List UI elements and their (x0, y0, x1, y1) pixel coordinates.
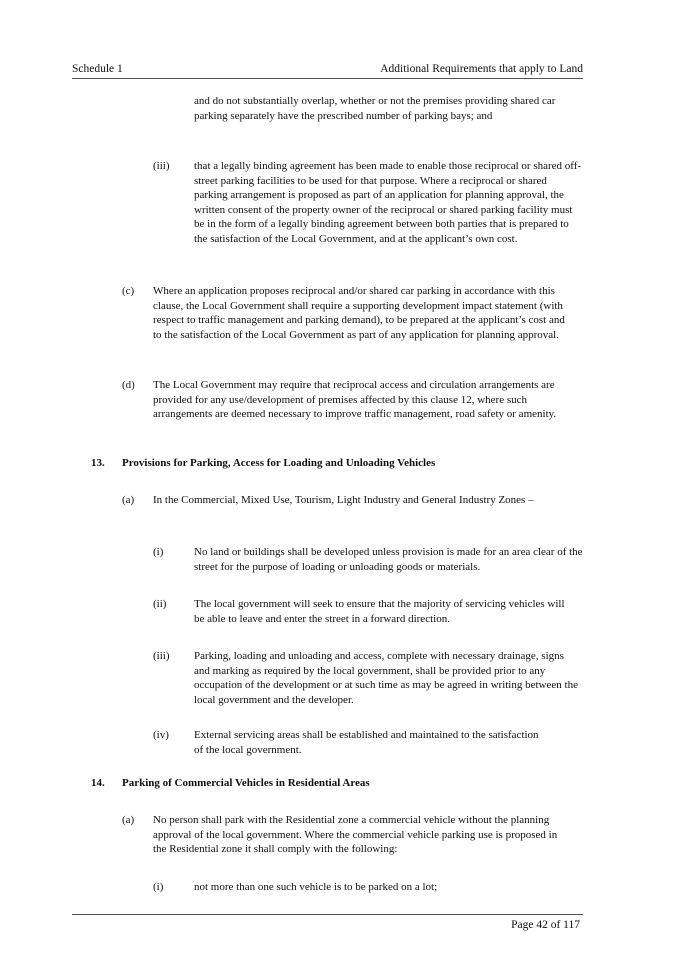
item-d-label: (d) (122, 379, 135, 391)
sec13-iii-text: Parking, loading and unloading and access, complete with necessary drainage, signs and marking as required by the local government, shall be provided prior to any occupation of the development or at such time as may be agreed in writing between the local government and the developer. (194, 650, 578, 706)
sec13-iv-text: External servicing areas shall be established and maintained to the satisfaction of the local government. (194, 729, 539, 756)
sec14-a-label: (a) (122, 814, 135, 826)
section-14-number: 14. (91, 777, 105, 789)
sec14-i-text: not more than one such vehicle is to be parked on a lot; (194, 881, 438, 893)
sec13-iv-label: (iv) (153, 729, 169, 741)
section-14-heading: Parking of Commercial Vehicles in Residential Areas (122, 777, 370, 789)
sec13-iii-label: (iii) (153, 650, 170, 662)
header-title: Additional Requirements that apply to Land (380, 63, 583, 75)
header-schedule: Schedule 1 (72, 63, 123, 75)
sec13-ii-label: (ii) (153, 598, 167, 610)
sec13-i-text: No land or buildings shall be developed unless provision is made for an area clear of the street for the purpose of loading or unloading goods or materials. (194, 546, 583, 573)
sec13-a-text: In the Commercial, Mixed Use, Tourism, Light Industry and General Industry Zones – (153, 494, 534, 506)
sec13-i-label: (i) (153, 546, 164, 558)
section-13-heading: Provisions for Parking, Access for Loading and Unloading Vehicles (122, 457, 436, 469)
sec14-i-label: (i) (153, 881, 164, 893)
sec13-a-label: (a) (122, 494, 135, 506)
item-d-text: The Local Government may require that reciprocal access and circulation arrangements are provided for any use/development of premises affected by this clause 12, where such arrangements are deemed necessary to improve traffic management, road safety or amenity. (153, 379, 557, 420)
header-divider (72, 78, 583, 79)
item-iii-text: that a legally binding agreement has been made to enable those reciprocal or shared off-street parking facilities to be used for that purpose. Where a reciprocal or shared parking arrangement is proposed as part of an application for planning approval, the written consent of the property owner of the reciprocal or shared parking facility must be in the form of a legally binding agreement between both parties that is prepared to the satisfaction of the Local Government, and at the applicant’s own cost. (194, 160, 582, 245)
sec14-a-text: No person shall park with the Residential zone a commercial vehicle without the planning approval of the local government. Where the commercial vehicle parking use is proposed in the Residential zone it shall comply with the following: (153, 814, 558, 855)
item-c-label: (c) (122, 285, 135, 297)
sec13-ii-text: The local government will seek to ensure that the majority of servicing vehicles will be able to leave and enter the street in a forward direction. (194, 598, 565, 625)
page-number: Page 42 of 117 (511, 919, 580, 931)
footer-divider (72, 914, 583, 915)
item-iii-label: (iii) (153, 160, 170, 172)
item-c-text: Where an application proposes reciprocal and/or shared car parking in accordance with this clause, the Local Government shall require a supporting development impact statement (with respect to traffic management and parking demand), to be prepared at the applicant’s cost and to the satisfaction of the Local Government as part of any application for planning approval. (153, 285, 565, 341)
section-13-number: 13. (91, 457, 105, 469)
continuation-paragraph: and do not substantially overlap, whether or not the premises providing shared car parking separately have the prescribed number of parking bays; and (194, 95, 556, 122)
